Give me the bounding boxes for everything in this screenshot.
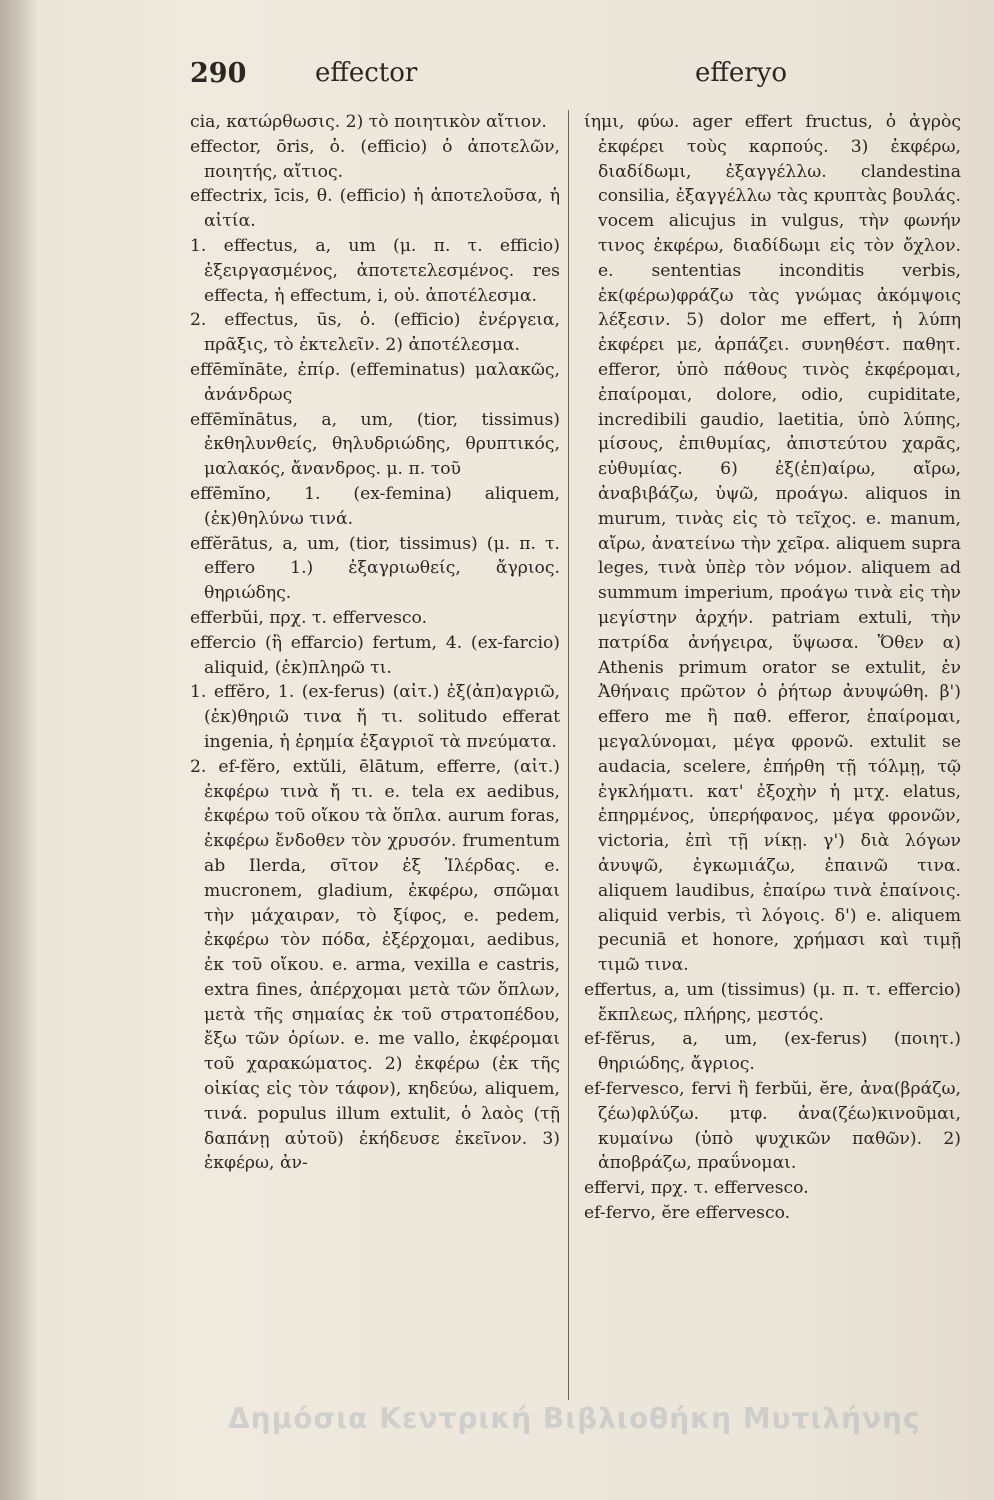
left-guide-word: effector (315, 58, 418, 88)
entry: effercio (ἢ effarcio) fertum, 4. (ex-farcio) aliquid, (ἐκ)πληρῶ τι. (190, 632, 560, 678)
entry: 1. effĕro, 1. (ex-ferus) (αἰτ.) ἐξ(ἀπ)αγριῶ, (ἐκ)θηριῶ τινα ἤ τι. solitudo efferat ingenia, ἡ ἐρημία ἐξαγριοῖ τὰ πνεύματα. (190, 682, 560, 752)
page-header (190, 58, 840, 98)
entry: effĕrātus, a, um, (tior, tissimus) (μ. π. τ. effero 1.) ἐξαγριωθείς, ἄγριος. θηριώδης. (190, 533, 560, 604)
entry: effectrix, īcis, θ. (efficio) ἡ ἀποτελοῦσα, ἡ αἰτία. (190, 186, 560, 232)
entry: 1. effectus, a, um (μ. π. τ. efficio) ἐξειργασμένος, ἀποτετελεσμένος. res effecta, ἡ effectum, i, οὐ. ἀποτέλεσμα. (190, 235, 560, 306)
column-divider (568, 110, 569, 1400)
entry: effector, ōris, ὁ. (efficio) ὁ ἀποτελῶν, ποιητής, αἴτιος. (190, 136, 560, 182)
entry: cia, κατώρθωσις. 2) τὸ ποιητικὸν αἴτιον. (190, 112, 547, 132)
entry: 2. effectus, ūs, ὁ. (efficio) ἐνέργεια, πρᾶξις, τὸ ἐκτελεῖν. 2) ἀποτέλεσμα. (190, 310, 560, 356)
entry: 2. ef-fĕro, extŭli, ēlātum, efferre, (αἰτ.) ἐκφέρω τινὰ ἤ τι. e. tela ex aedibus, ἐκφέρω τοῦ οἴκου τὰ ὅπλα. aurum foras, ἐκφέρω ἔνδοθεν τὸν χρυσόν. frumentum ab Ilerda, σῖτον ἐξ Ἰλέρδας. e. mucronem, gladium, ἐκφέρω, σπῶμαι τὴν μάχαιραν, τὸ ξίφος, e. pedem, ἐκφέρω τὸν πόδα, ἐξέρχομαι, aedibus, ἐκ τοῦ οἴκου. e. arma, vexilla e castris, extra fines, ἀπέρχομαι μετὰ τῶν ὅπλων, μετὰ τῆς σημαίας ἐκ τοῦ στρατοπέδου, ἔξω τῶν ὁρίων. e. me vallo, ἐκφέρομαι τοῦ χαρακώματος. 2) ἐκφέρω (ἐκ τῆς οἰκίας εἰς τὸν τάφον), κηδεύω, aliquem, τινά. populus illum extulit, ὁ λαὸς (τῇ δαπάνῃ αὐτοῦ) ἐκήδευσε ἐκεῖνον. 3) ἐκφέρω, ἀν- (190, 756, 560, 1174)
entry: effertus, a, um (tissimus) (μ. π. τ. effercio) ἔκπλεως, πλήρης, μεστός. (584, 979, 961, 1025)
library-stamp: Δημόσια Κεντρική Βιβλιοθήκη Μυτιλήνης (228, 1402, 921, 1435)
binding-shadow (0, 0, 38, 1500)
entry: efferbŭi, πρχ. τ. effervesco. (190, 607, 428, 628)
entry: ef-fervo, ĕre effervesco. (584, 1203, 791, 1224)
entry: effēmĭno, 1. (ex-femina) aliquem, (ἐκ)θηλύνω τινά. (190, 483, 560, 529)
entry: effēmĭnāte, ἐπίρ. (effeminatus) μαλακῶς, ἀνάνδρως (190, 359, 560, 405)
entry: effēmĭnātus, a, um, (tior, tissimus) ἐκθηλυνθείς, θηλυδριώδης, θρυπτικός, μαλακός, ἄνανδρος. μ. π. τοῦ (190, 409, 560, 480)
page-number: 290 (190, 58, 247, 89)
right-guide-word: efferyo (695, 58, 788, 88)
entry: ίημι, φύω. ager effert fructus, ὁ ἀγρὸς ἐκφέρει τοὺς καρπούς. 3) ἐκφέρω, διαδίδωμι, ἐξαγγέλλω. clandestina consilia, ἐξαγγέλλω τὰς κρυπτὰς βουλάς. vocem alicujus in vulgus, τὴν φωνήν τινος ἐκφέρω, διαδίδωμι εἰς τὸν ὄχλον. e. sententias inconditis verbis, ἐκ(φέρω)φράζω τὰς γνώμας ἀκόμψοις λέξεσιν. 5) dolor me effert, ἡ λύπη ἐκφέρει με, ἁρπάζει. συνηθέστ. παθητ. efferor, ὑπὸ πάθους τινὸς ἐκφέρομαι, ἐπαίρομαι, dolore, odio, cupiditate, incredibili gaudio, laetitia, ὑπὸ λύπης, μίσους, ἐπιθυμίας, ἀπιστεύτου χαρᾶς, εὐθυμίας. 6) ἐξ(ἐπ)αίρω, αἴρω, ἀναβιβάζω, ὑψῶ, προάγω. aliquos in murum, τινὰς εἰς τὸ τεῖχος. e. manum, αἴρω, ἀνατείνω τὴν χεῖρα. aliquem supra leges, τινὰ ὑπὲρ τὸν νόμον. aliquem ad summum imperium, προάγω τινὰ εἰς τὴν μεγίστην ἀρχήν. patriam extuli, τὴν πατρίδα ἀνήγειρα, ὕψωσα. Ὅθεν α) Athenis primum orator se extulit, ἐν Ἀθήναις πρῶτον ὁ ῥήτωρ ἀνυψώθη. β') effero me ἢ παθ. efferor, ἐπαίρομαι, μεγαλύνομαι, μέγα φρονῶ. extulit se audacia, scelere, ἐπήρθη τῇ τόλμῃ, τῷ ἐγκλήματι. κατ' ἐξοχὴν ἡ μτχ. elatus, ἐπηρμένος, ὑπερήφανος, μέγα φρονῶν, victoria, ἐπὶ τῇ νίκῃ. γ') διὰ λόγων ἀνυψῶ, ἐγκωμιάζω, ἐπαινῶ τινα. aliquem laudibus, ἐπαίρω τινὰ ἐπαίνοις. aliquid verbis, τὶ λόγοις. δ') e. aliquem pecuniā et honore, χρήμασι καὶ τιμῇ τιμῶ τινα. (584, 112, 961, 976)
right-column (584, 110, 961, 1410)
left-column (190, 110, 560, 1410)
entry: ef-fĕrus, a, um, (ex-ferus) (ποιητ.) θηριώδης, ἄγριος. (584, 1029, 961, 1075)
entry: ef-fervesco, fervi ἢ ferbŭi, ĕre, ἀνα(βράζω, ζέω)φλύζω. μτφ. ἀνα(ζέω)κινοῦμαι, κυμαίνω (ὑπὸ ψυχικῶν παθῶν). 2) ἀποβράζω, πραΰνομαι. (584, 1079, 961, 1174)
entry: effervi, πρχ. τ. effervesco. (584, 1178, 809, 1199)
